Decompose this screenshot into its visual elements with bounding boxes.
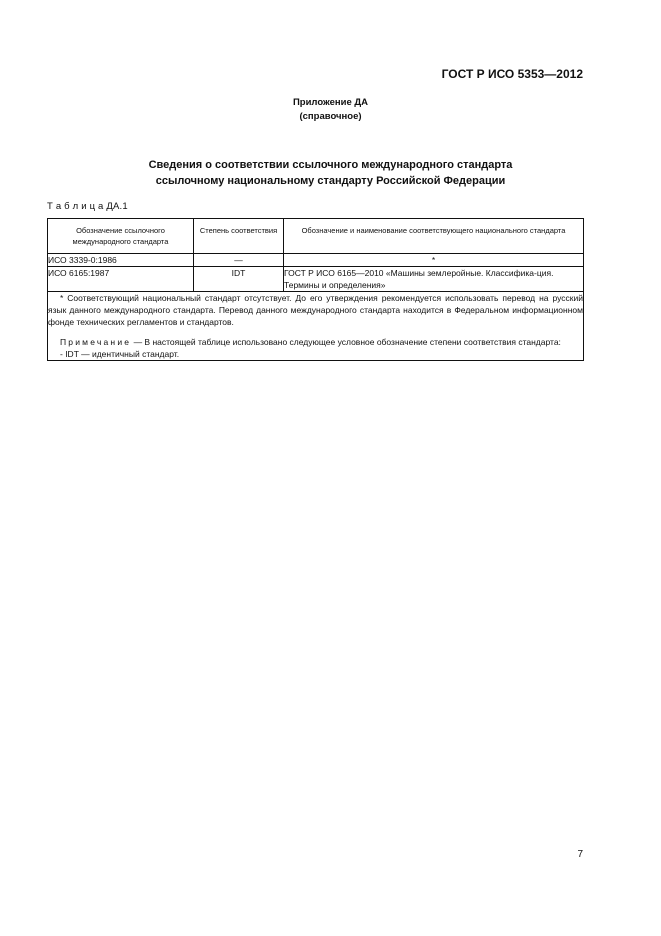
table-caption: Т а б л и ц а ДА.1 [47,201,128,212]
table-header-row [48,219,584,254]
note [48,336,583,348]
table-cell: ИСО 6165:1987 [48,267,194,292]
table-row [48,267,584,292]
document-code: ГОСТ Р ИСО 5353—2012 [441,67,583,81]
column-header: Степень соответствия [194,219,284,254]
table-cell: — [194,254,284,267]
table-cell: IDT [194,267,284,292]
column-header: Обозначение ссылочного международного стандарта [48,219,194,254]
heading-line-2: ссылочному национальному стандарту Российской Федерации [155,175,506,187]
table-row [48,254,584,267]
section-heading [0,157,661,189]
appendix-subtitle: (справочное) [299,111,362,122]
table-cell: ГОСТ Р ИСО 6165—2010 «Машины землеройные. Классифика-ция. Термины и определения» [284,267,584,292]
note-label: Примечание [60,337,132,347]
heading-line-1: Сведения о соответствии ссылочного международного стандарта [148,159,513,171]
table-cell: ИСО 3339-0:1986 [48,254,194,267]
correspondence-table [47,218,584,361]
table-notes-row [48,292,584,361]
table-notes [48,292,584,361]
column-header: Обозначение и наименование соответствующего национального стандарта [284,219,584,254]
note-item: - IDT — идентичный стандарт. [60,349,180,359]
appendix-title: Приложение ДА [292,97,369,108]
table-cell: * [284,254,584,267]
appendix-header [0,96,661,124]
note-text: — В настоящей таблице использовано следующее условное обозначение степени соответствия стандарта: [131,337,561,347]
page-number: 7 [577,849,583,860]
footnote: * Соответствующий национальный стандарт отсутствует. До его утверждения рекомендуется использовать перевод на русский язык данного международного стандарта. Перевод данного международного стандарта находится в Федеральном информационном фонде технических регламентов и стандартов. [48,293,583,327]
